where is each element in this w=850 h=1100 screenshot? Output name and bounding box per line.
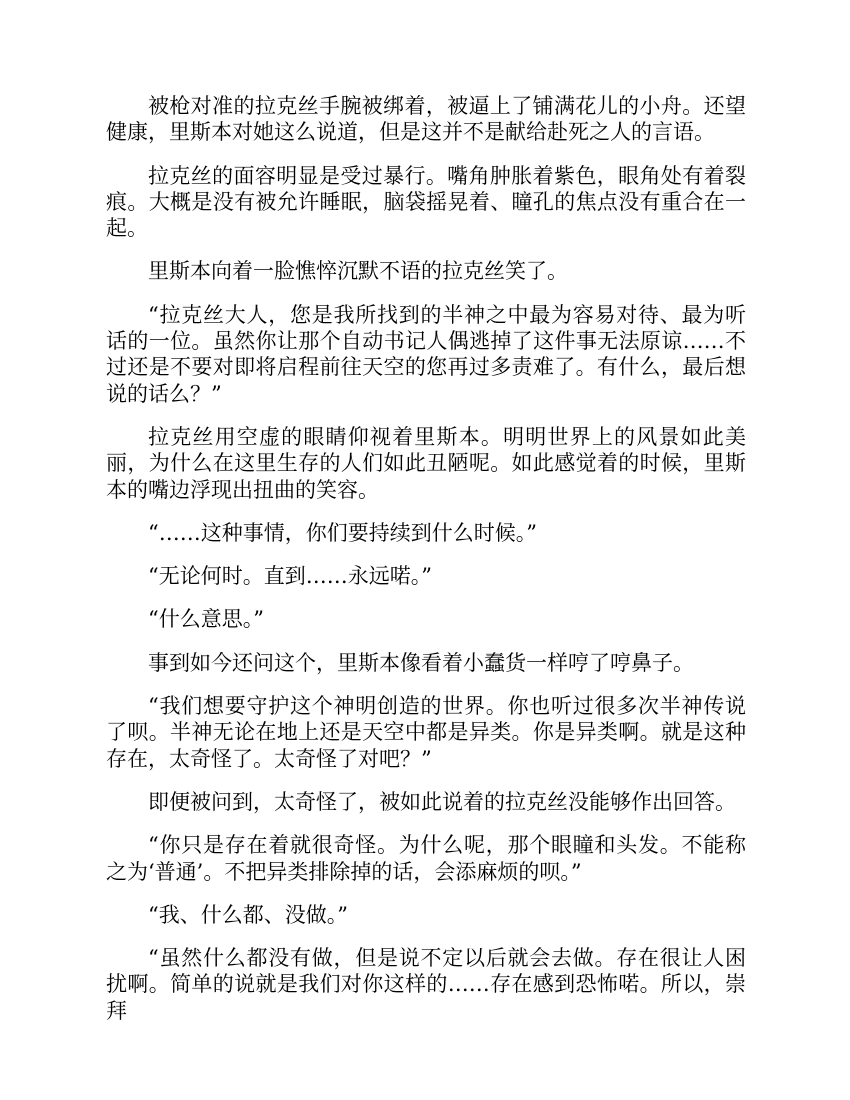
paragraph: “什么意思。” [148, 607, 264, 632]
paragraph: 拉克丝的面容明显是受过暴行。嘴角肿胀着紫色，眼角处有着裂痕。大概是没有被允许睡眠，脑袋摇晃着、瞳孔的焦点没有重合在一起。 [106, 163, 746, 241]
paragraph: 事到如今还问这个，里斯本像看着小蠢货一样哼了哼鼻子。 [148, 650, 694, 675]
paragraph: “我们想要守护这个神明创造的世界。你也听过很多次半神传说了呗。半神无论在地上还是天空中都是异类。你是异类啊。就是这种存在，太奇怪了。太奇怪了对吧？” [106, 694, 746, 771]
paragraph: 里斯本向着一脸憔悴沉默不语的拉克丝笑了。 [148, 259, 568, 284]
paragraph: “你只是存在着就很奇怪。为什么呢，那个眼瞳和头发。不能称之为‘普通’。不把异类排除掉的话，会添麻烦的呗。” [106, 833, 746, 884]
paragraph: 即便被问到，太奇怪了，被如此说着的拉克丝没能够作出回答。 [148, 789, 736, 814]
paragraph: “我、什么都、没做。” [148, 902, 348, 927]
paragraph: “无论何时。直到……永远喏。” [148, 564, 432, 589]
document-page [106, 93, 746, 1041]
paragraph: “……这种事情，你们要持续到什么时候。” [148, 520, 537, 545]
paragraph: 被枪对准的拉克丝手腕被绑着，被逼上了铺满花儿的小舟。还望健康，里斯本对她这么说道，但是这并不是献给赴死之人的言语。 [106, 94, 746, 145]
paragraph: 拉克丝用空虚的眼睛仰视着里斯本。明明世界上的风景如此美丽，为什么在这里生存的人们如此丑陋呢。如此感觉着的时候，里斯本的嘴边浮现出扭曲的笑容。 [106, 424, 746, 502]
paragraph: “拉克丝大人，您是我所找到的半神之中最为容易对待、最为听话的一位。虽然你让那个自动书记人偶逃掉了这件事无法原谅……不过还是不要对即将启程前往天空的您再过多责难了。有什么，最后想说的话么？” [106, 302, 746, 406]
paragraph: “虽然什么都没有做，但是说不定以后就会去做。存在很让人困扰啊。简单的说就是我们对你这样的……存在感到恐怖喏。所以，崇拜 [106, 946, 746, 1023]
